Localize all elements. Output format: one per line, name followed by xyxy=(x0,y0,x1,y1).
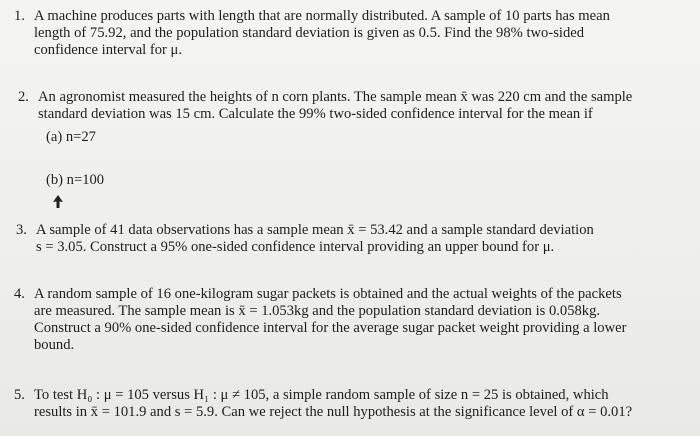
problem-number: 2. xyxy=(18,89,29,105)
problem-text-line: s = 3.05. Construct a 95% one-sided confidence interval providing an upper bound for μ. xyxy=(36,239,555,255)
problem-text-line: A random sample of 16 one-kilogram sugar packets is obtained and the actual weights of the packets xyxy=(34,286,622,302)
problem-number: 4. xyxy=(14,286,25,302)
problem-text-line: An agronomist measured the heights of n corn plants. The sample mean x̄ was 220 cm and the sample xyxy=(38,89,633,105)
problem-part-a: (a) n=27 xyxy=(46,129,96,145)
problem-text-line: To test H₀ : μ = 105 versus H₁ : μ ≠ 105, a simple random sample of size n = 25 is obtained, which xyxy=(34,387,609,403)
problem-text-line: length of 75.92, and the population standard deviation is given as 0.5. Find the 98% two-sided xyxy=(34,25,585,41)
problem-number: 1. xyxy=(14,8,25,24)
problem-text-line: results in x̄ = 101.9 and s = 5.9. Can we reject the null hypothesis at the significance level of α = 0.01? xyxy=(34,404,633,420)
problem-number: 5. xyxy=(14,387,25,403)
problem-number: 3. xyxy=(16,222,27,238)
problem-text-line: A sample of 41 data observations has a sample mean x̄ = 53.42 and a sample standard deviation xyxy=(36,222,594,238)
problem-text-line: A machine produces parts with length that are normally distributed. A sample of 10 parts has mean xyxy=(34,8,610,24)
problem-part-b: (b) n=100 xyxy=(46,172,105,188)
problem-text-line: Construct a 90% one-sided confidence interval for the average sugar packet weight providing a lower xyxy=(34,320,627,336)
problem-text-line: bound. xyxy=(34,337,75,353)
problem-text-line: are measured. The sample mean is x̄ = 1.053kg and the population standard deviation is 0.058kg. xyxy=(34,303,601,319)
problem-text-line: confidence interval for μ. xyxy=(34,42,183,58)
problem-text-line: standard deviation was 15 cm. Calculate the 99% two-sided confidence interval for the mean if xyxy=(38,106,593,122)
mouse-cursor-icon xyxy=(51,194,65,210)
